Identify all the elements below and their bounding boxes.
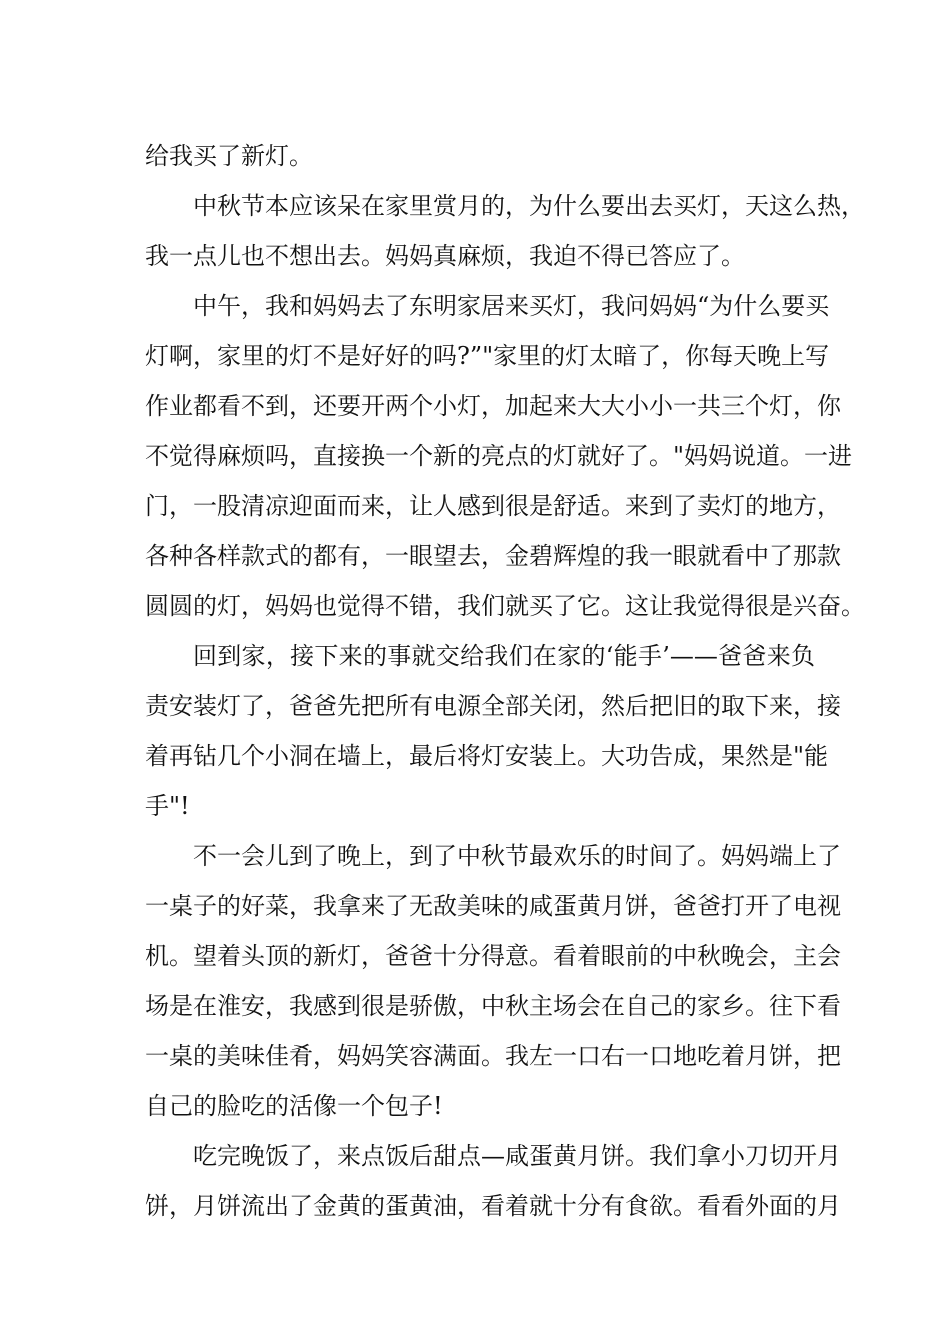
document-body <box>145 131 865 1231</box>
text-line: 场是在淮安，我感到很是骄傲，中秋主场会在自己的家乡。往下看 <box>145 992 841 1020</box>
text-line: 回到家，接下来的事就交给我们在家的‘能手’——爸爸来负 <box>193 642 815 670</box>
text-line: 门，一股清凉迎面而来，让人感到很是舒适。来到了卖灯的地方， <box>145 492 841 520</box>
text-line: 机。望着头顶的新灯，爸爸十分得意。看着眼前的中秋晚会，主会 <box>145 942 841 970</box>
text-line: 责安装灯了，爸爸先把所有电源全部关闭，然后把旧的取下来，接 <box>145 692 841 720</box>
text-line: 我一点儿也不想出去。妈妈真麻烦，我迫不得已答应了。 <box>145 242 745 270</box>
text-line: 一桌子的好菜，我拿来了无敌美味的咸蛋黄月饼，爸爸打开了电视 <box>145 892 841 920</box>
text-line: 不觉得麻烦吗，直接换一个新的亮点的灯就好了。"妈妈说道。一进 <box>145 442 853 470</box>
text-line: 饼，月饼流出了金黄的蛋黄油，看着就十分有食欲。看看外面的月 <box>145 1192 841 1220</box>
text-line: 中午，我和妈妈去了东明家居来买灯，我问妈妈“为什么要买 <box>193 292 830 320</box>
text-line: 吃完晚饭了，来点饭后甜点—咸蛋黄月饼。我们拿小刀切开月 <box>193 1142 841 1170</box>
text-line: 一桌的美味佳肴，妈妈笑容满面。我左一口右一口地吃着月饼，把 <box>145 1042 841 1070</box>
text-line: 不一会儿到了晚上，到了中秋节最欢乐的时间了。妈妈端上了 <box>193 842 841 870</box>
text-line: 手"! <box>145 792 190 820</box>
text-line: 作业都看不到，还要开两个小灯，加起来大大小小一共三个灯，你 <box>145 392 841 420</box>
text-line: 自己的脸吃的活像一个包子! <box>145 1092 443 1120</box>
text-line: 给我买了新灯。 <box>145 142 313 170</box>
text-line: 圆圆的灯，妈妈也觉得不错，我们就买了它。这让我觉得很是兴奋。 <box>145 592 865 620</box>
text-line: 中秋节本应该呆在家里赏月的，为什么要出去买灯，天这么热， <box>193 192 865 220</box>
text-line: 各种各样款式的都有，一眼望去，金碧辉煌的我一眼就看中了那款 <box>145 542 841 570</box>
text-line: 灯啊，家里的灯不是好好的吗?”"家里的灯太暗了，你每天晚上写 <box>145 342 830 370</box>
text-line: 着再钻几个小洞在墙上，最后将灯安装上。大功告成，果然是"能 <box>145 742 829 770</box>
